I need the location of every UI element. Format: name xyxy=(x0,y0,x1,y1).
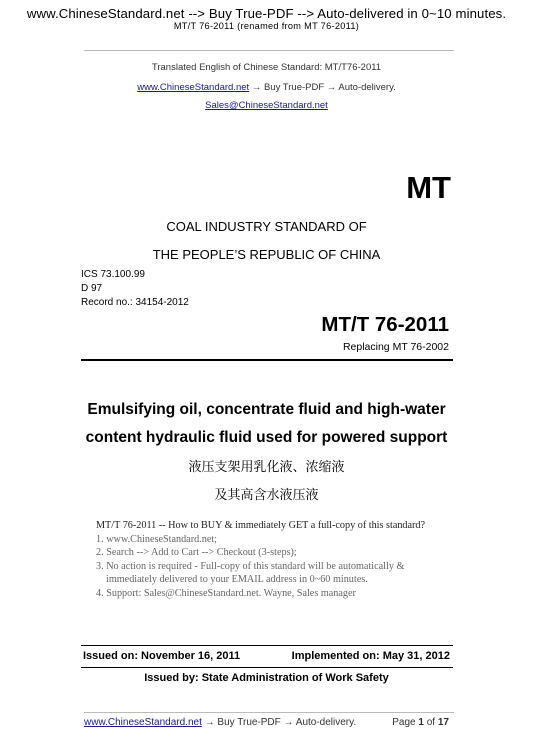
page-current: 1 xyxy=(418,717,424,728)
website-link[interactable]: www.ChineseStandard.net xyxy=(137,82,250,93)
replacing-note: Replacing MT 76-2002 xyxy=(342,341,449,353)
page-number xyxy=(392,717,449,728)
divider xyxy=(81,645,453,646)
footer-promo-text: → Buy True-PDF → Auto-delivery. xyxy=(201,717,357,728)
issued-on-date: Issued on: November 16, 2011 xyxy=(83,650,241,662)
title-cn-line-1: 液压支架用乳化液、浓缩液 xyxy=(188,460,345,475)
how-to-buy-box xyxy=(96,520,456,600)
header-line-1: www.ChineseStandard.net --> Buy True-PDF --> Auto-delivered in 0~10 minutes. xyxy=(26,6,507,21)
how-to-buy-steps xyxy=(96,533,456,600)
promo-text: → Buy True-PDF → Auto-delivery. xyxy=(249,82,396,93)
footer-divider xyxy=(84,712,454,713)
step-item: 1. www.ChineseStandard.net; xyxy=(96,534,218,545)
page-of: of xyxy=(426,717,436,728)
title-en-line-2: content hydraulic fluid used for powered support xyxy=(85,429,448,446)
email-line xyxy=(0,100,533,111)
step-item: 3. No action is required - Full-copy of this standard will be automatically & xyxy=(96,560,405,572)
ics-code: ICS 73.100.99 xyxy=(81,269,145,280)
org-line-1: COAL INDUSTRY STANDARD OF xyxy=(166,219,367,234)
step-item: 2. Search --> Add to Cart --> Checkout (3-steps); xyxy=(96,547,297,559)
record-number: Record no.: 34154-2012 xyxy=(81,297,189,308)
divider xyxy=(84,50,454,51)
footer-website-link[interactable]: www.ChineseStandard.net xyxy=(84,717,202,728)
step-item: 4. Support: Sales@ChineseStandard.net. Wayne, Sales manager xyxy=(96,587,356,599)
thick-divider xyxy=(81,359,453,361)
title-en-line-1: Emulsifying oil, concentrate fluid and high-water xyxy=(87,401,446,418)
title-cn-line-2: 及其高含水液压液 xyxy=(214,488,319,503)
how-to-buy-question: MT/T 76-2011 -- How to BUY & immediately GET a full-copy of this standard? xyxy=(96,520,426,531)
translated-note: Translated English of Chinese Standard: MT/T76-2011 xyxy=(151,62,382,73)
class-code: D 97 xyxy=(81,283,103,294)
org-line-2: THE PEOPLE’S REPUBLIC OF CHINA xyxy=(152,247,381,262)
implemented-on-date: Implemented on: May 31, 2012 xyxy=(291,650,450,662)
divider xyxy=(81,667,453,668)
mt-mark: MT xyxy=(406,170,451,205)
header-line-2: MT/T 76-2011 (renamed from MT 76-2011) xyxy=(173,21,360,31)
email-link[interactable]: Sales@ChineseStandard.net xyxy=(205,100,328,111)
issued-by: Issued by: State Administration of Work Safety xyxy=(144,672,389,684)
promo-line xyxy=(0,82,533,93)
page-total: 17 xyxy=(437,717,449,728)
step-item-continued: immediately delivered to your EMAIL address in 0~60 minutes. xyxy=(106,574,368,586)
standard-code: MT/T 76-2011 xyxy=(321,313,449,336)
page-label: Page xyxy=(392,717,416,728)
footer-promo xyxy=(84,717,356,728)
